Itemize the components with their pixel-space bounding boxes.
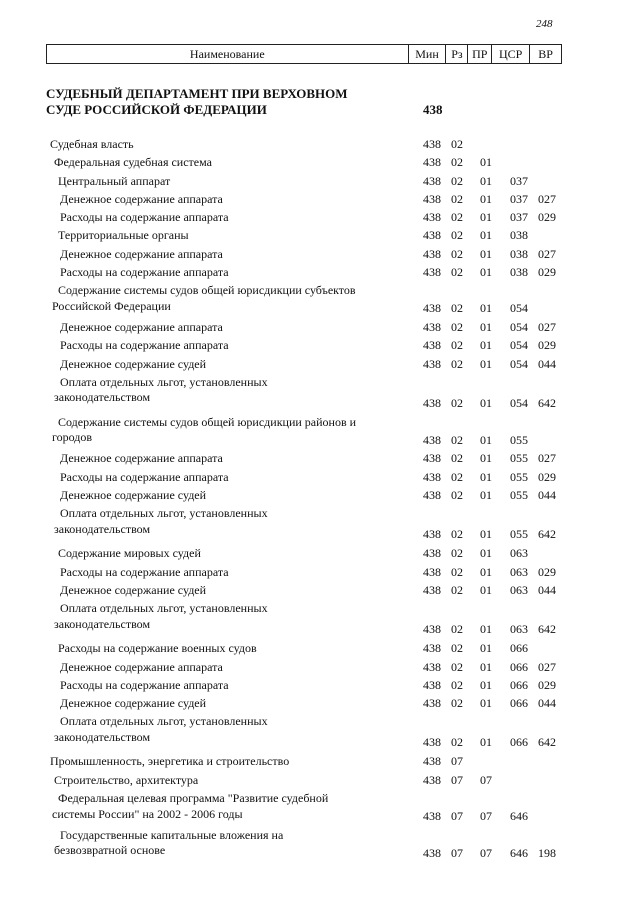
row-name: [50, 791, 413, 822]
code-rz: 02: [451, 488, 463, 503]
code-csr: 037: [510, 173, 528, 188]
table-row: [0, 228, 640, 246]
row-name-line2: Российской Федерации: [52, 298, 171, 313]
header-csr: ЦСР: [491, 45, 529, 63]
budget-table-body: [0, 137, 640, 864]
row-name: [50, 283, 413, 314]
row-codes: [423, 696, 563, 712]
row-name-line1: Расходы на содержание аппарата: [60, 338, 229, 353]
table-row: [0, 791, 640, 828]
header-pr: ПР: [467, 45, 491, 63]
code-csr: 054: [510, 301, 528, 316]
row-codes: [423, 527, 563, 543]
code-csr: 646: [510, 845, 528, 860]
code-min: 438: [423, 677, 441, 692]
header-min: Мин: [408, 45, 446, 63]
code-pr: 01: [480, 696, 492, 711]
row-name-line1: Государственные капитальные вложения на: [60, 827, 284, 842]
table-row: [0, 283, 640, 320]
code-pr: 01: [480, 173, 492, 188]
code-min: 438: [423, 301, 441, 316]
code-min: 438: [423, 845, 441, 860]
table-row: [0, 488, 640, 506]
code-csr: 063: [510, 564, 528, 579]
row-name-line1: Расходы на содержание военных судов: [58, 641, 257, 656]
code-pr: 01: [480, 451, 492, 466]
row-codes: [423, 433, 563, 449]
row-name-line1: Судебная власть: [50, 137, 134, 151]
row-name-line1: Денежное содержание аппарата: [60, 451, 223, 466]
code-vr: 029: [538, 564, 556, 579]
code-csr: 066: [510, 641, 528, 656]
table-row: [0, 210, 640, 228]
code-csr: 037: [510, 210, 528, 225]
code-rz: 02: [451, 546, 463, 561]
code-pr: 01: [480, 641, 492, 656]
code-pr: 01: [480, 395, 492, 410]
code-min: 438: [423, 696, 441, 711]
row-name: [50, 506, 415, 537]
row-name: [50, 470, 415, 486]
code-min: 438: [423, 155, 441, 170]
code-pr: 01: [480, 677, 492, 692]
row-codes: [423, 488, 563, 504]
row-name-line1: Содержание системы судов общей юрисдикции районов и: [58, 414, 357, 429]
code-vr: 029: [538, 677, 556, 692]
code-csr: 054: [510, 319, 528, 334]
code-pr: 01: [480, 338, 492, 353]
code-csr: 055: [510, 527, 528, 542]
code-csr: 055: [510, 432, 528, 447]
row-codes: [423, 301, 563, 317]
code-csr: 055: [510, 469, 528, 484]
code-vr: 027: [538, 246, 556, 261]
row-codes: [423, 338, 563, 354]
organization-title-line1: СУДЕБНЫЙ ДЕПАРТАМЕНТ ПРИ ВЕРХОВНОМ: [46, 86, 348, 101]
row-codes: [423, 846, 563, 862]
row-name: [50, 696, 415, 712]
row-codes: [423, 735, 563, 751]
row-name-line1: Оплата отдельных льгот, установленных: [60, 506, 268, 521]
row-name-line1: Денежное содержание аппарата: [60, 319, 223, 334]
table-row: [0, 506, 640, 546]
row-codes: [423, 809, 563, 825]
code-pr: 01: [480, 527, 492, 542]
table-row: [0, 565, 640, 583]
code-pr: 01: [480, 659, 492, 674]
code-vr: 029: [538, 338, 556, 353]
code-pr: 07: [480, 772, 492, 787]
row-name: [50, 247, 415, 263]
code-rz: 02: [451, 137, 463, 151]
code-rz: 02: [451, 191, 463, 206]
code-pr: 01: [480, 191, 492, 206]
code-csr: 646: [510, 809, 528, 824]
code-rz: 02: [451, 228, 463, 243]
code-min: 438: [423, 622, 441, 637]
code-rz: 02: [451, 356, 463, 371]
code-csr: 066: [510, 735, 528, 750]
table-row: [0, 265, 640, 283]
code-csr: 066: [510, 677, 528, 692]
row-name: [50, 641, 413, 657]
code-csr: 063: [510, 546, 528, 561]
code-min: 438: [423, 527, 441, 542]
table-row: [0, 773, 640, 791]
table-row: [0, 714, 640, 754]
code-vr: 642: [538, 395, 556, 410]
code-pr: 07: [480, 809, 492, 824]
row-name: [50, 660, 415, 676]
table-row: [0, 155, 640, 173]
row-name: [50, 137, 405, 153]
code-rz: 02: [451, 210, 463, 225]
row-name-line1: Территориальные органы: [58, 228, 189, 243]
row-name-line1: Денежное содержание судей: [60, 582, 207, 597]
code-rz: 02: [451, 432, 463, 447]
row-codes: [423, 137, 563, 153]
code-vr: 027: [538, 191, 556, 206]
row-name-line2: законодательством: [54, 616, 151, 631]
row-name-line1: Расходы на содержание аппарата: [60, 210, 229, 225]
code-pr: 01: [480, 432, 492, 447]
code-rz: 02: [451, 301, 463, 316]
code-vr: 027: [538, 451, 556, 466]
code-pr: 01: [480, 622, 492, 637]
code-min: 438: [423, 246, 441, 261]
code-rz: 02: [451, 527, 463, 542]
code-rz: 02: [451, 696, 463, 711]
row-codes: [423, 247, 563, 263]
row-codes: [423, 265, 563, 281]
row-name-line1: Строительство, архитектура: [54, 772, 199, 787]
code-vr: 642: [538, 622, 556, 637]
code-rz: 02: [451, 582, 463, 597]
code-min: 438: [423, 772, 441, 787]
table-row: [0, 696, 640, 714]
code-vr: 642: [538, 735, 556, 750]
code-pr: 01: [480, 469, 492, 484]
code-rz: 02: [451, 265, 463, 280]
code-csr: 066: [510, 696, 528, 711]
table-row: [0, 678, 640, 696]
code-pr: 01: [480, 582, 492, 597]
code-vr: 044: [538, 582, 556, 597]
code-csr: 054: [510, 356, 528, 371]
code-vr: 029: [538, 210, 556, 225]
code-vr: 029: [538, 265, 556, 280]
header-rz: Рз: [445, 45, 467, 63]
row-codes: [423, 357, 563, 373]
row-name-line2: городов: [52, 430, 93, 445]
code-min: 438: [423, 210, 441, 225]
row-name: [50, 583, 415, 599]
row-name: [50, 773, 409, 789]
row-name-line1: Содержание мировых судей: [58, 546, 201, 561]
row-name: [50, 192, 415, 208]
row-name-line1: Денежное содержание аппарата: [60, 659, 223, 674]
table-header: [46, 44, 562, 64]
row-name-line2: законодательством: [54, 729, 151, 744]
code-rz: 02: [451, 173, 463, 188]
code-pr: 01: [480, 265, 492, 280]
row-codes: [423, 210, 563, 226]
table-row: [0, 247, 640, 265]
row-codes: [423, 773, 563, 789]
row-name-line1: Денежное содержание судей: [60, 356, 207, 371]
code-pr: 07: [480, 845, 492, 860]
row-codes: [423, 396, 563, 412]
row-codes: [423, 155, 563, 171]
code-rz: 07: [451, 772, 463, 787]
row-name-line1: Оплата отдельных льгот, установленных: [60, 601, 268, 616]
row-name-line2: законодательством: [54, 390, 151, 405]
row-name-line1: Федеральная целевая программа "Развитие судебной: [58, 791, 329, 806]
code-csr: 066: [510, 659, 528, 674]
code-min: 438: [423, 338, 441, 353]
organization-title-line2: СУДЕ РОССИЙСКОЙ ФЕДЕРАЦИИ: [46, 102, 267, 117]
row-name-line1: Расходы на содержание аппарата: [60, 564, 229, 579]
table-row: [0, 451, 640, 469]
code-min: 438: [423, 582, 441, 597]
header-vr: ВР: [529, 45, 561, 63]
row-name-line1: Расходы на содержание аппарата: [60, 265, 229, 280]
row-codes: [423, 754, 563, 770]
code-pr: 01: [480, 210, 492, 225]
code-pr: 01: [480, 546, 492, 561]
table-row: [0, 137, 640, 155]
code-rz: 02: [451, 451, 463, 466]
row-name-line1: Федеральная судебная система: [54, 155, 212, 170]
table-row: [0, 828, 640, 865]
row-name: [50, 357, 415, 373]
row-name-line2: системы России" на 2002 - 2006 годы: [52, 806, 243, 821]
code-min: 438: [423, 137, 441, 151]
row-codes: [423, 583, 563, 599]
row-name: [50, 546, 413, 562]
code-rz: 02: [451, 155, 463, 170]
row-codes: [423, 546, 563, 562]
table-row: [0, 320, 640, 338]
code-rz: 02: [451, 246, 463, 261]
row-name: [50, 714, 415, 745]
row-name-line2: безвозвратной основе: [54, 843, 166, 858]
table-row: [0, 415, 640, 452]
row-name: [50, 565, 415, 581]
row-name-line1: Оплата отдельных льгот, установленных: [60, 374, 268, 389]
code-csr: 054: [510, 395, 528, 410]
row-name: [50, 601, 415, 632]
code-pr: 01: [480, 356, 492, 371]
row-name-line1: Денежное содержание судей: [60, 696, 207, 711]
row-name: [50, 155, 409, 171]
row-codes: [423, 470, 563, 486]
code-min: 438: [423, 564, 441, 579]
code-rz: 02: [451, 338, 463, 353]
row-name: [50, 228, 413, 244]
code-vr: 642: [538, 527, 556, 542]
code-min: 438: [423, 173, 441, 188]
row-name-line1: Центральный аппарат: [58, 173, 171, 188]
row-name: [50, 451, 415, 467]
row-name: [50, 320, 415, 336]
code-vr: 198: [538, 845, 556, 860]
row-name-line1: Денежное содержание судей: [60, 488, 207, 503]
code-rz: 07: [451, 809, 463, 824]
table-row: [0, 174, 640, 192]
code-rz: 02: [451, 319, 463, 334]
code-rz: 02: [451, 469, 463, 484]
code-pr: 01: [480, 246, 492, 261]
code-csr: 037: [510, 191, 528, 206]
row-name: [50, 678, 415, 694]
row-name-line1: Расходы на содержание аппарата: [60, 677, 229, 692]
row-codes: [423, 660, 563, 676]
code-min: 438: [423, 319, 441, 334]
row-name-line1: Денежное содержание аппарата: [60, 191, 223, 206]
code-pr: 01: [480, 319, 492, 334]
row-name-line1: Расходы на содержание аппарата: [60, 469, 229, 484]
row-name: [50, 338, 415, 354]
organization-code: 438: [423, 102, 443, 117]
code-min: 438: [423, 432, 441, 447]
code-min: 438: [423, 356, 441, 371]
row-codes: [423, 228, 563, 244]
code-csr: 063: [510, 622, 528, 637]
code-min: 438: [423, 469, 441, 484]
code-min: 438: [423, 754, 441, 769]
row-codes: [423, 174, 563, 190]
row-codes: [423, 565, 563, 581]
table-row: [0, 641, 640, 659]
code-min: 438: [423, 488, 441, 503]
row-codes: [423, 320, 563, 336]
code-vr: 027: [538, 659, 556, 674]
row-name: [50, 828, 415, 859]
code-rz: 07: [451, 754, 463, 769]
table-row: [0, 660, 640, 678]
table-row: [0, 192, 640, 210]
code-vr: 044: [538, 488, 556, 503]
row-name-line1: Содержание системы судов общей юрисдикции субъектов: [58, 283, 356, 298]
code-rz: 02: [451, 659, 463, 674]
header-name: Наименование: [189, 46, 265, 61]
code-vr: 029: [538, 469, 556, 484]
row-name: [50, 210, 415, 226]
code-min: 438: [423, 451, 441, 466]
row-name: [50, 174, 413, 190]
code-vr: 044: [538, 356, 556, 371]
row-name-line1: Промышленность, энергетика и строительство: [50, 754, 290, 769]
row-name: [50, 375, 415, 406]
row-codes: [423, 622, 563, 638]
code-min: 438: [423, 546, 441, 561]
row-name: [50, 265, 415, 281]
table-row: [0, 583, 640, 601]
code-min: 438: [423, 228, 441, 243]
row-name: [50, 754, 405, 770]
code-pr: 01: [480, 155, 492, 170]
code-csr: 054: [510, 338, 528, 353]
code-rz: 02: [451, 735, 463, 750]
table-row: [0, 357, 640, 375]
organization-title: [46, 86, 406, 118]
table-row: [0, 754, 640, 772]
code-csr: 038: [510, 265, 528, 280]
row-name: [50, 488, 415, 504]
code-rz: 02: [451, 622, 463, 637]
code-min: 438: [423, 641, 441, 656]
code-min: 438: [423, 395, 441, 410]
row-name-line1: Денежное содержание аппарата: [60, 246, 223, 261]
page-number: 248: [536, 18, 553, 30]
code-rz: 02: [451, 677, 463, 692]
code-pr: 01: [480, 735, 492, 750]
code-rz: 02: [451, 395, 463, 410]
row-name-line1: Оплата отдельных льгот, установленных: [60, 714, 268, 729]
row-name-line2: законодательством: [54, 521, 151, 536]
code-pr: 01: [480, 228, 492, 243]
row-codes: [423, 641, 563, 657]
code-rz: 02: [451, 641, 463, 656]
code-min: 438: [423, 735, 441, 750]
row-name: [50, 415, 413, 446]
code-rz: 02: [451, 564, 463, 579]
code-pr: 01: [480, 564, 492, 579]
table-row: [0, 338, 640, 356]
table-row: [0, 601, 640, 641]
table-row: [0, 546, 640, 564]
code-pr: 01: [480, 301, 492, 316]
table-row: [0, 470, 640, 488]
code-csr: 055: [510, 451, 528, 466]
code-min: 438: [423, 659, 441, 674]
code-csr: 038: [510, 228, 528, 243]
code-min: 438: [423, 191, 441, 206]
code-csr: 055: [510, 488, 528, 503]
table-row: [0, 375, 640, 415]
code-min: 438: [423, 809, 441, 824]
code-min: 438: [423, 265, 441, 280]
row-codes: [423, 451, 563, 467]
code-vr: 027: [538, 319, 556, 334]
code-rz: 07: [451, 845, 463, 860]
code-vr: 044: [538, 696, 556, 711]
code-csr: 063: [510, 582, 528, 597]
code-pr: 01: [480, 488, 492, 503]
row-codes: [423, 678, 563, 694]
code-csr: 038: [510, 246, 528, 261]
row-codes: [423, 192, 563, 208]
